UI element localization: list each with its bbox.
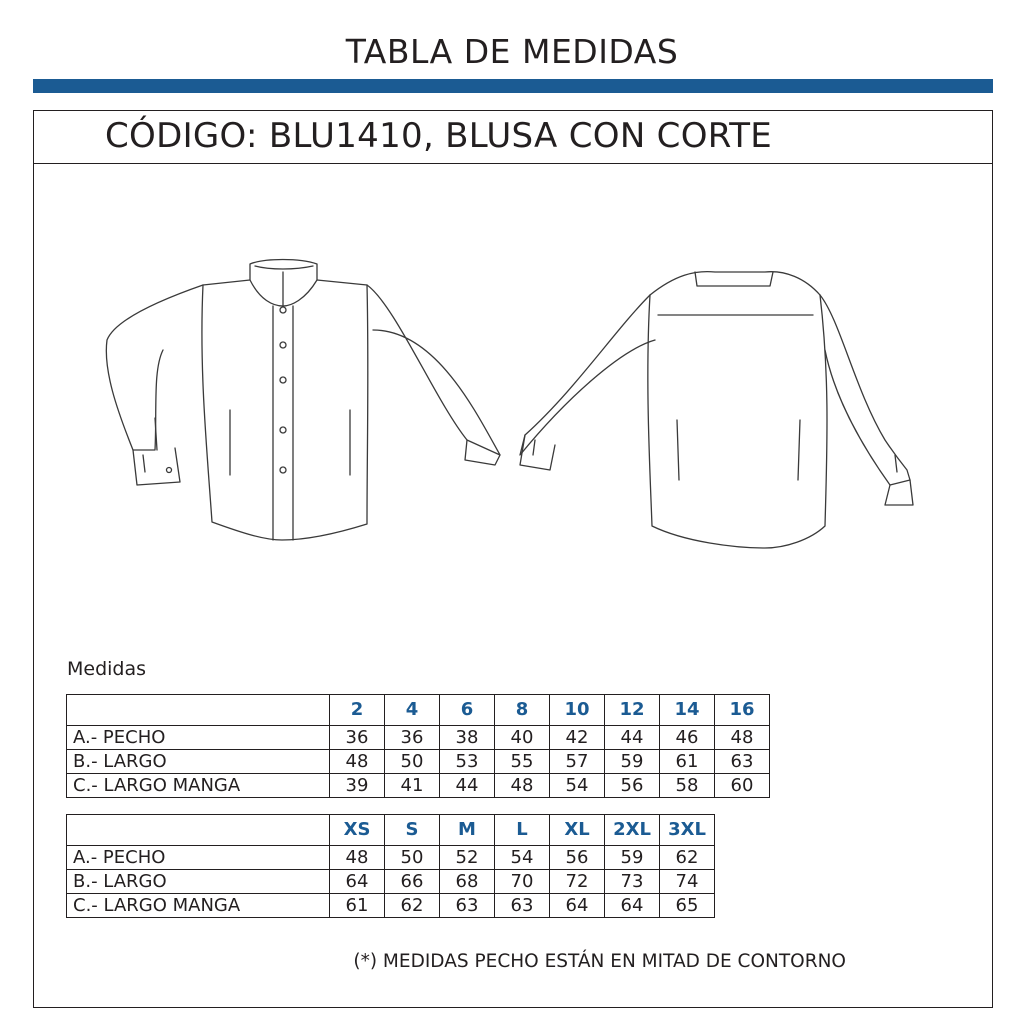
size-header-cell: M bbox=[440, 815, 495, 846]
measurements-label: Medidas bbox=[67, 658, 147, 680]
measurement-value: 73 bbox=[605, 870, 660, 894]
size-header-cell: L bbox=[495, 815, 550, 846]
measurement-value: 44 bbox=[605, 726, 660, 750]
measurement-label: B.- LARGO bbox=[67, 870, 330, 894]
measurement-row bbox=[67, 870, 715, 894]
measurement-label: A.- PECHO bbox=[67, 846, 330, 870]
front-buttons bbox=[167, 307, 287, 473]
measurement-value: 74 bbox=[660, 870, 715, 894]
measurement-row bbox=[67, 750, 770, 774]
measurement-value: 48 bbox=[330, 846, 385, 870]
product-code-row bbox=[33, 110, 993, 164]
measurement-label: A.- PECHO bbox=[67, 726, 330, 750]
measurement-value: 56 bbox=[550, 846, 605, 870]
measurement-value: 48 bbox=[330, 750, 385, 774]
size-header-cell: 2 bbox=[330, 695, 385, 726]
measurement-value: 64 bbox=[330, 870, 385, 894]
measurement-label: B.- LARGO bbox=[67, 750, 330, 774]
measurement-value: 39 bbox=[330, 774, 385, 798]
measurement-value: 65 bbox=[660, 894, 715, 918]
size-header-cell: 16 bbox=[715, 695, 770, 726]
header-blank-cell bbox=[67, 815, 330, 846]
header-blank-cell bbox=[67, 695, 330, 726]
measurement-row bbox=[67, 846, 715, 870]
measurement-value: 70 bbox=[495, 870, 550, 894]
measurement-value: 38 bbox=[440, 726, 495, 750]
size-header-cell: 10 bbox=[550, 695, 605, 726]
letter-size-table bbox=[66, 814, 715, 918]
size-header-cell: 3XL bbox=[660, 815, 715, 846]
measurement-value: 63 bbox=[440, 894, 495, 918]
measurement-value: 61 bbox=[660, 750, 715, 774]
measurement-row bbox=[67, 774, 770, 798]
size-header-cell: 14 bbox=[660, 695, 715, 726]
measurement-row bbox=[67, 894, 715, 918]
measurement-value: 36 bbox=[330, 726, 385, 750]
measurement-value: 59 bbox=[605, 846, 660, 870]
measurement-value: 72 bbox=[550, 870, 605, 894]
size-header-cell: S bbox=[385, 815, 440, 846]
measurement-value: 58 bbox=[660, 774, 715, 798]
measurement-value: 36 bbox=[385, 726, 440, 750]
blouse-back-view bbox=[520, 272, 913, 548]
size-header-cell: 6 bbox=[440, 695, 495, 726]
measurement-value: 44 bbox=[440, 774, 495, 798]
measurement-value: 61 bbox=[330, 894, 385, 918]
size-header-row bbox=[67, 815, 715, 846]
measurement-label: C.- LARGO MANGA bbox=[67, 774, 330, 798]
title-accent-bar bbox=[33, 79, 993, 93]
measurement-value: 53 bbox=[440, 750, 495, 774]
size-header-cell: 8 bbox=[495, 695, 550, 726]
blouse-technical-drawing bbox=[95, 250, 955, 560]
size-header-cell: 12 bbox=[605, 695, 660, 726]
numeric-size-table bbox=[66, 694, 770, 798]
product-code-title: CÓDIGO: BLU1410, BLUSA CON CORTE bbox=[105, 116, 773, 156]
measurement-value: 42 bbox=[550, 726, 605, 750]
measurement-value: 48 bbox=[495, 774, 550, 798]
measurement-value: 63 bbox=[715, 750, 770, 774]
measurement-row bbox=[67, 726, 770, 750]
measurement-value: 56 bbox=[605, 774, 660, 798]
measurement-value: 54 bbox=[495, 846, 550, 870]
measurement-value: 64 bbox=[605, 894, 660, 918]
measurement-value: 40 bbox=[495, 726, 550, 750]
size-header-cell: XL bbox=[550, 815, 605, 846]
measurement-value: 62 bbox=[385, 894, 440, 918]
measurement-value: 55 bbox=[495, 750, 550, 774]
size-header-cell: XS bbox=[330, 815, 385, 846]
measurement-value: 52 bbox=[440, 846, 495, 870]
measurement-value: 50 bbox=[385, 750, 440, 774]
measurement-value: 68 bbox=[440, 870, 495, 894]
blouse-front-view bbox=[106, 260, 500, 541]
size-header-cell: 2XL bbox=[605, 815, 660, 846]
measurement-value: 41 bbox=[385, 774, 440, 798]
measurement-value: 48 bbox=[715, 726, 770, 750]
measurement-value: 54 bbox=[550, 774, 605, 798]
measurement-value: 57 bbox=[550, 750, 605, 774]
measurement-value: 46 bbox=[660, 726, 715, 750]
measurement-label: C.- LARGO MANGA bbox=[67, 894, 330, 918]
measurement-value: 50 bbox=[385, 846, 440, 870]
measurement-value: 63 bbox=[495, 894, 550, 918]
size-header-cell: 4 bbox=[385, 695, 440, 726]
measurement-value: 60 bbox=[715, 774, 770, 798]
measurement-value: 64 bbox=[550, 894, 605, 918]
measurement-value: 66 bbox=[385, 870, 440, 894]
size-header-row bbox=[67, 695, 770, 726]
measurement-value: 59 bbox=[605, 750, 660, 774]
measurement-value: 62 bbox=[660, 846, 715, 870]
page-title: TABLA DE MEDIDAS bbox=[345, 32, 679, 71]
footnote: (*) MEDIDAS PECHO ESTÁN EN MITAD DE CONTORNO bbox=[353, 951, 846, 972]
